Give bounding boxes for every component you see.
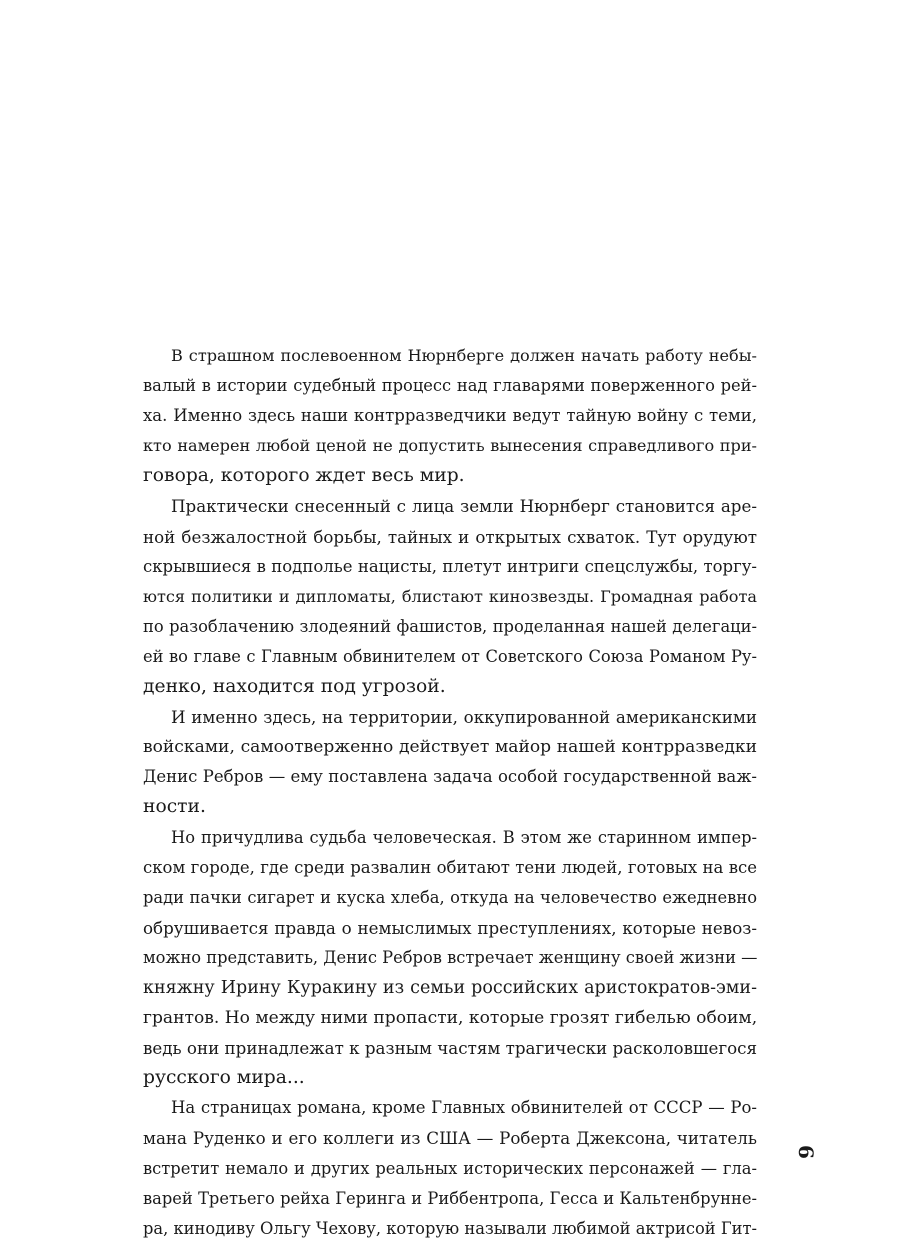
text-line: В страшном послевоенном Нюрнберге должен начать работу небы-	[171, 346, 757, 365]
text-line: денко, находится под угрозой.	[143, 676, 446, 698]
text-line: И именно здесь, на территории, оккупированной американскими	[171, 707, 757, 728]
text-line: кто намерен любой ценой не допустить вынесения справедливого при-	[143, 436, 757, 456]
text-line: грантов. Но между ними пропасти, которые грозят гибелью обоим,	[143, 1008, 758, 1029]
text-line: ей во главе с Главным обвинителем от Советского Союза Романом Ру-	[143, 646, 757, 666]
page-number: 6	[794, 1145, 818, 1159]
text-line: Практически снесенный с лица земли Нюрнберг становится аре-	[171, 496, 757, 517]
text-line: ском городе, где среди развалин обитают тени людей, готовых на все	[143, 857, 757, 877]
text-line: На страницах романа, кроме Главных обвинителей от СССР — Ро-	[171, 1098, 757, 1118]
paragraph-1	[143, 341, 757, 491]
text-line: варей Третьего рейха Геринга и Риббентропа, Гесса и Кальтенбрунне-	[143, 1188, 757, 1208]
text-line: скрывшиеся в подполье нацисты, плетут интриги спецслужбы, торгу-	[143, 556, 757, 576]
paragraph-5	[143, 1093, 757, 1243]
text-line: княжну Ирину Куракину из семьи российских аристократов-эми-	[143, 977, 757, 998]
text-line: ха. Именно здесь наши контрразведчики ведут тайную войну с теми,	[143, 406, 757, 426]
text-line: говора, которого ждет весь мир.	[143, 465, 465, 487]
text-line: ради пачки сигарет и куска хлеба, откуда на человечество ежедневно	[143, 887, 757, 907]
text-line: можно представить, Денис Ребров встречает женщину своей жизни —	[143, 947, 758, 967]
text-line: ной безжалостной борьбы, тайных и открытых схваток. Тут орудуют	[143, 526, 757, 547]
text-line: по разоблачению злодеяний фашистов, проделанная нашей делегаци-	[143, 616, 757, 636]
text-line: ведь они принадлежат к разным частям трагически расколовшегося	[143, 1038, 758, 1059]
text-line: мана Руденко и его коллеги из США — Роберта Джексона, читатель	[143, 1128, 757, 1149]
text-line: ности.	[143, 796, 206, 818]
text-line: Но причудлива судьба человеческая. В этом же старинном импер-	[171, 827, 757, 847]
paragraph-2	[143, 491, 757, 702]
body-text	[143, 341, 757, 1244]
paragraph-3	[143, 702, 757, 822]
text-line: ра, кинодиву Ольгу Чехову, которую называли любимой актрисой Гит-	[143, 1218, 757, 1238]
text-line: ются политики и дипломаты, блистают кинозвезды. Громадная работа	[143, 586, 757, 606]
text-line: встретит немало и других реальных исторических персонажей — гла-	[143, 1158, 757, 1178]
text-line: войсками, самоотверженно действует майор нашей контрразведки	[143, 737, 757, 758]
text-line: валый в истории судебный процесс над главарями поверженного рей-	[143, 376, 757, 396]
paragraph-4	[143, 823, 757, 1094]
text-line: Денис Ребров — ему поставлена задача особой государственной важ-	[143, 767, 757, 787]
text-line: обрушивается правда о немыслимых преступлениях, которые невоз-	[143, 917, 757, 938]
text-line: русского мира...	[143, 1067, 305, 1089]
